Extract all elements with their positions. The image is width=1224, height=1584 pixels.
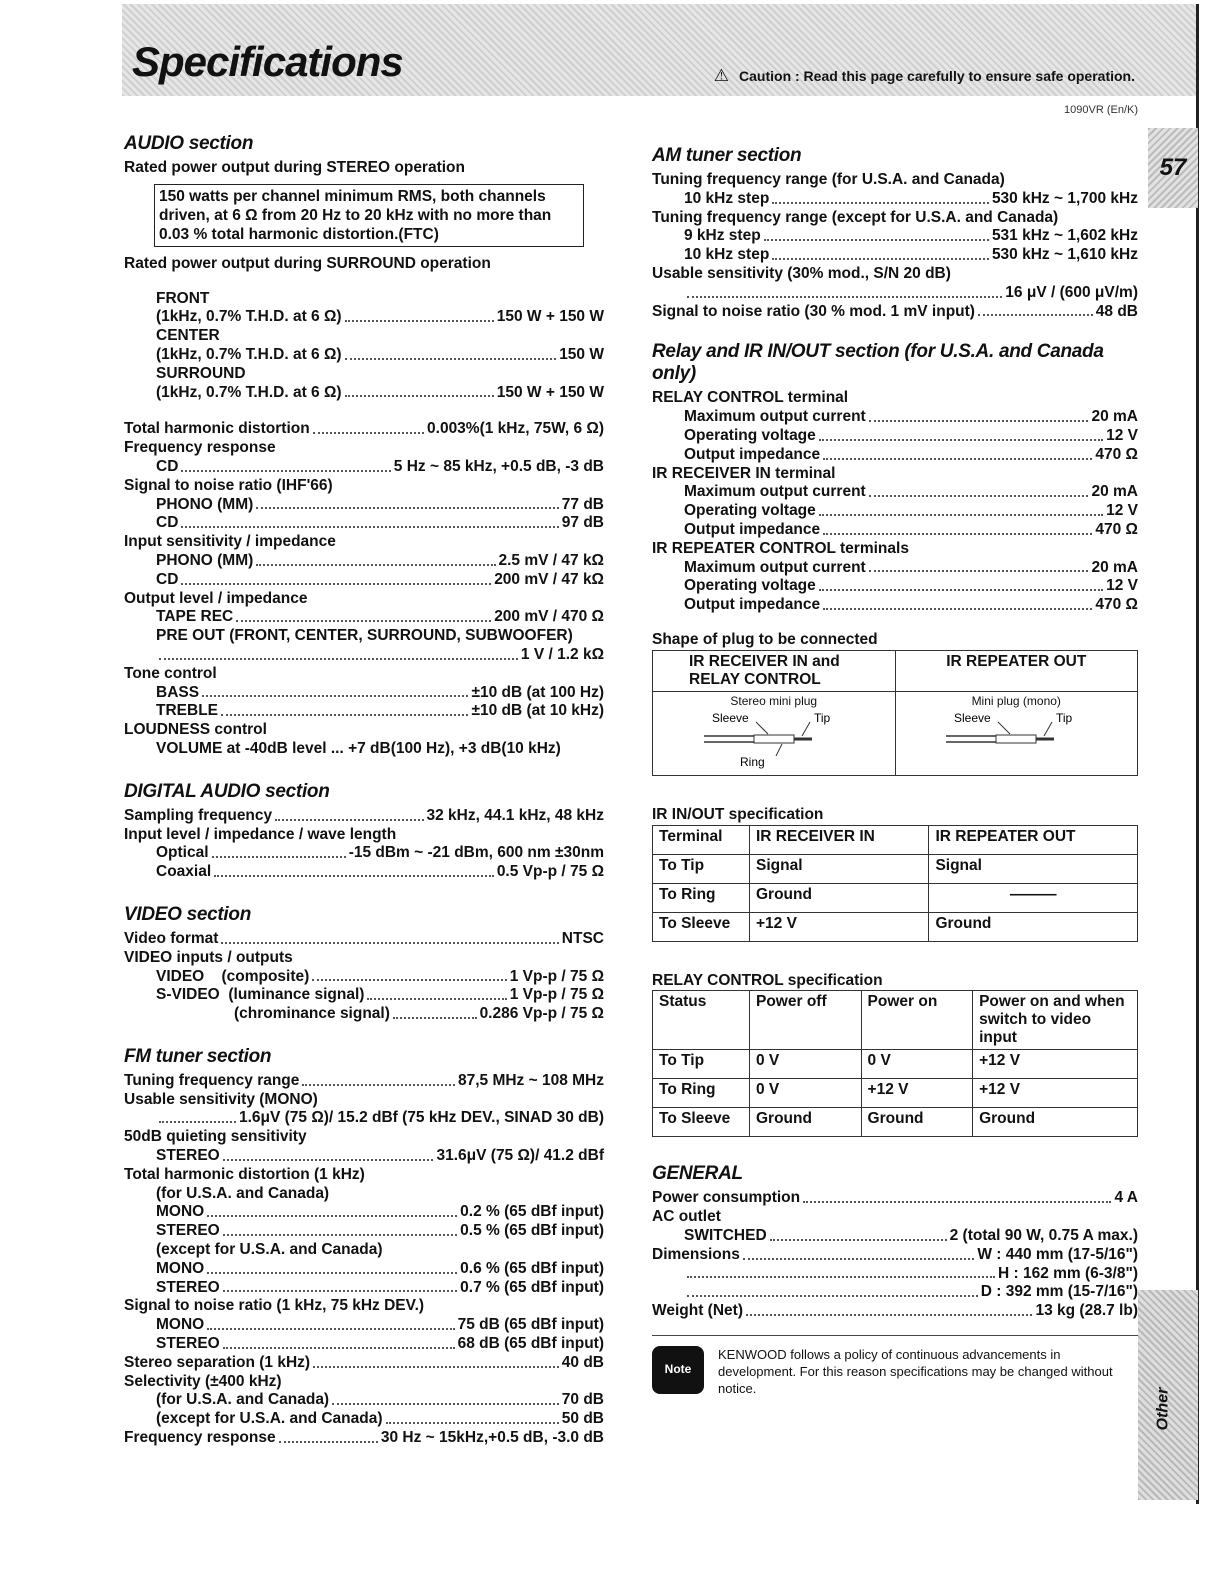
table-cell: 0 V: [750, 1079, 862, 1108]
ir-spec-heading: IR IN/OUT specification: [652, 805, 824, 823]
table-cell: To Tip: [653, 1050, 750, 1079]
am-section-heading: AM tuner section: [652, 145, 802, 166]
table-cell: +12 V: [973, 1050, 1138, 1079]
note-icon: Note: [652, 1346, 704, 1394]
spec-row: 1 V / 1.2 kΩ: [124, 646, 604, 665]
spec-label: Usable sensitivity (MONO): [124, 1090, 318, 1108]
spec-label: IR REPEATER CONTROL terminals: [652, 539, 909, 557]
spec-row: D : 392 mm (15-7/16"): [652, 1283, 1138, 1302]
spec-row: Signal to noise ratio (30 % mod. 1 mV input) 48 dB: [652, 302, 1138, 320]
spec-row: TAPE REC 200 mV / 470 Ω: [156, 608, 604, 626]
table-header-row: [653, 991, 1138, 1050]
note-box: [652, 1335, 1138, 1397]
spec-row: STEREO 31.6μV (75 Ω)/ 41.2 dBf: [156, 1147, 604, 1165]
surround-label: SURROUND: [156, 364, 246, 382]
ir-spec-table: [652, 825, 1138, 942]
spec-label: Total harmonic distortion (1 kHz): [124, 1165, 365, 1183]
audio-section-heading: AUDIO section: [124, 133, 254, 154]
spec-row: Coaxial 0.5 Vp-p / 75 Ω: [156, 863, 604, 881]
table-cell: Ground: [861, 1108, 973, 1137]
page-edge-line: [1196, 4, 1199, 1504]
spec-row: Operating voltage 12 V: [684, 577, 1138, 595]
table-row: [653, 1079, 1138, 1108]
table-cell: To Sleeve: [653, 1108, 750, 1137]
table-cell: Signal: [929, 854, 1138, 883]
spec-label: (for U.S.A. and Canada): [156, 1184, 330, 1202]
plug-col-header: IR RECEIVER IN and RELAY CONTROL: [653, 650, 896, 691]
fm-section-heading: FM tuner section: [124, 1045, 272, 1067]
table-row: [653, 1050, 1138, 1079]
spec-label: Selectivity (±400 kHz): [124, 1372, 282, 1390]
digital-section-heading: DIGITAL AUDIO section: [124, 780, 330, 802]
spec-row: 9 kHz step 531 kHz ~ 1,602 kHz: [684, 227, 1138, 245]
surround-output-label: Rated power output during SURROUND operation: [124, 254, 491, 272]
table-cell: To Sleeve: [653, 912, 750, 941]
spec-row: CD 97 dB: [156, 514, 604, 532]
spec-row: PHONO (MM) 77 dB: [156, 495, 604, 513]
table-header-cell: IR RECEIVER IN: [750, 825, 929, 854]
table-header-cell: Terminal: [653, 825, 750, 854]
spec-row: MONO 0.2 % (65 dBf input): [156, 1203, 604, 1221]
video-section-heading: VIDEO section: [124, 903, 252, 925]
spec-row: 1.6μV (75 Ω)/ 15.2 dBf (75 kHz DEV., SINAD 30 dB): [124, 1109, 604, 1128]
spec-row: Output impedance 470 Ω: [684, 520, 1138, 538]
spec-row: Output impedance 470 Ω: [684, 596, 1138, 614]
spec-row: STEREO 68 dB (65 dBf input): [156, 1335, 604, 1353]
spec-row: H : 162 mm (6-3/8"): [652, 1265, 1138, 1284]
spec-row: 16 μV / (600 μV/m): [652, 284, 1138, 303]
spec-row: Tuning frequency range 87,5 MHz ~ 108 MHz: [124, 1071, 604, 1089]
right-column: [652, 145, 1138, 1397]
table-header-cell: IR REPEATER OUT: [929, 825, 1138, 854]
spec-row: 10 kHz step 530 kHz ~ 1,610 kHz: [684, 246, 1138, 264]
table-header-cell: Power on: [861, 991, 973, 1050]
spec-row: MONO 75 dB (65 dBf input): [156, 1316, 604, 1334]
spec-row: Weight (Net) 13 kg (28.7 lb): [652, 1302, 1138, 1320]
spec-row: Frequency response 30 Hz ~ 15kHz,+0.5 dB, -3.0 dB: [124, 1429, 604, 1447]
spec-label: Signal to noise ratio (1 kHz, 75 kHz DEV.): [124, 1297, 425, 1315]
relay-section-heading: Relay and IR IN/OUT section (for U.S.A. and Canada only): [652, 341, 1104, 385]
spec-row: CD 5 Hz ~ 85 kHz, +0.5 dB, -3 dB: [156, 457, 604, 475]
general-section-heading: GENERAL: [652, 1163, 743, 1185]
spec-row: Power consumption 4 A: [652, 1189, 1138, 1207]
spec-row: TREBLE ±10 dB (at 10 kHz): [156, 702, 604, 720]
spec-row: CD 200 mV / 47 kΩ: [156, 570, 604, 588]
center-label: CENTER: [156, 327, 220, 345]
spec-row: PHONO (MM) 2.5 mV / 47 kΩ: [156, 551, 604, 569]
spec-row: Total harmonic distortion 0.003%(1 kHz, 75W, 6 Ω): [124, 420, 604, 438]
left-column: [124, 133, 604, 1448]
spec-label: VIDEO inputs / outputs: [124, 948, 293, 966]
spec-row: 10 kHz step 530 kHz ~ 1,700 kHz: [684, 189, 1138, 207]
table-header-cell: Status: [653, 991, 750, 1050]
spec-row: Video format NTSC: [124, 929, 604, 947]
spec-row: (for U.S.A. and Canada) 70 dB: [156, 1391, 604, 1409]
spec-label: LOUDNESS control: [124, 721, 267, 739]
table-cell: To Tip: [653, 854, 750, 883]
table-cell: 0 V: [861, 1050, 973, 1079]
sleeve-label: Sleeve: [954, 710, 991, 725]
tip-label: Tip: [1056, 710, 1073, 725]
table-cell: +12 V: [861, 1079, 973, 1108]
spec-label: IR RECEIVER IN terminal: [652, 464, 836, 482]
page-title: Specifications: [132, 38, 403, 85]
spec-label: Tone control: [124, 664, 217, 682]
spec-row: Operating voltage 12 V: [684, 502, 1138, 520]
plug-caption: Mini plug (mono): [971, 693, 1061, 708]
spec-row: STEREO 0.7 % (65 dBf input): [156, 1278, 604, 1296]
spec-label: Tuning frequency range (except for U.S.A. and Canada): [652, 208, 1059, 226]
spec-row: (1kHz, 0.7% T.H.D. at 6 Ω) 150 W + 150 W: [156, 308, 604, 326]
table-header-row: [653, 825, 1138, 854]
table-row: [653, 883, 1138, 912]
header-banner: [122, 4, 1197, 96]
relay-spec-heading: RELAY CONTROL specification: [652, 971, 883, 989]
spec-label: Output level / impedance: [124, 589, 308, 607]
stereo-plug-cell: [653, 691, 896, 775]
spec-row: (1kHz, 0.7% T.H.D. at 6 Ω) 150 W + 150 W: [156, 383, 604, 401]
model-code: 1090VR (En/K): [1064, 104, 1138, 116]
spec-label: Signal to noise ratio (IHF'66): [124, 476, 333, 494]
table-cell: +12 V: [750, 912, 929, 941]
spec-row: Maximum output current 20 mA: [684, 558, 1138, 576]
caution-note: [714, 66, 1135, 86]
plug-heading: Shape of plug to be connected: [652, 630, 878, 648]
table-cell: ———: [929, 883, 1138, 912]
spec-row: STEREO 0.5 % (65 dBf input): [156, 1222, 604, 1240]
table-cell: +12 V: [973, 1079, 1138, 1108]
table-cell: To Ring: [653, 1079, 750, 1108]
spec-label: RELAY CONTROL terminal: [652, 389, 849, 407]
spec-row: S-VIDEO (luminance signal) 1 Vp-p / 75 Ω: [156, 986, 604, 1004]
spec-row: (except for U.S.A. and Canada) 50 dB: [156, 1410, 604, 1428]
front-label: FRONT: [156, 289, 210, 307]
spec-label: Input level / impedance / wave length: [124, 825, 397, 843]
spec-row: (1kHz, 0.7% T.H.D. at 6 Ω) 150 W: [156, 345, 604, 363]
table-row: [653, 1108, 1138, 1137]
spec-row: Sampling frequency 32 kHz, 44.1 kHz, 48 kHz: [124, 806, 604, 824]
page-number-tab: [1148, 128, 1198, 208]
section-side-tab: [1138, 1290, 1198, 1500]
plug-shape-table: [652, 650, 1138, 776]
spec-label: Usable sensitivity (30% mod., S/N 20 dB): [652, 264, 951, 282]
side-tab-label: Other: [1154, 1387, 1172, 1431]
spec-label: 50dB quieting sensitivity: [124, 1128, 307, 1146]
spec-row: SWITCHED 2 (total 90 W, 0.75 A max.): [684, 1226, 1138, 1244]
spec-label: VOLUME at -40dB level ... +7 dB(100 Hz), +3 dB(10 kHz): [156, 739, 561, 757]
spec-row: Operating voltage 12 V: [684, 426, 1138, 444]
relay-spec-table: [652, 990, 1138, 1137]
spec-label: Tuning frequency range (for U.S.A. and Canada): [652, 171, 1005, 188]
sleeve-label: Sleeve: [711, 710, 749, 725]
mono-mini-plug-icon: [906, 708, 1126, 770]
warning-icon: ⚠: [713, 66, 730, 85]
stereo-mini-plug-icon: [664, 708, 884, 770]
spec-label: Input sensitivity / impedance: [124, 533, 336, 551]
plug-caption: Stereo mini plug: [730, 693, 818, 708]
spec-row: VIDEO (composite) 1 Vp-p / 75 Ω: [156, 967, 604, 985]
spec-row: Dimensions W : 440 mm (17-5/16"): [652, 1245, 1138, 1263]
spec-row: Output impedance 470 Ω: [684, 445, 1138, 463]
spec-label: Frequency response: [124, 439, 276, 457]
stereo-output-label: Rated power output during STEREO operation: [124, 159, 465, 176]
spec-row: Stereo separation (1 kHz) 40 dB: [124, 1353, 604, 1371]
table-cell: Ground: [750, 883, 929, 912]
table-cell: Ground: [973, 1108, 1138, 1137]
ring-label: Ring: [739, 754, 765, 769]
page-number: 57: [1159, 154, 1187, 181]
note-text: KENWOOD follows a policy of continuous advancements in development. For this reason specifications may be changed without notice.: [718, 1346, 1113, 1396]
spec-row: Maximum output current 20 mA: [684, 408, 1138, 426]
spec-label: (except for U.S.A. and Canada): [156, 1241, 383, 1259]
stereo-output-box: 150 watts per channel minimum RMS, both channels driven, at 6 Ω from 20 Hz to 20 kHz with no more than 0.03 % total harmonic distortion.(FTC): [154, 184, 584, 247]
table-cell: To Ring: [653, 883, 750, 912]
spec-label: PRE OUT (FRONT, CENTER, SURROUND, SUBWOOFER): [156, 627, 573, 645]
tip-label: Tip: [813, 710, 830, 725]
table-row: [653, 854, 1138, 883]
table-header-cell: Power off: [750, 991, 862, 1050]
spec-row: (chrominance signal) 0.286 Vp-p / 75 Ω: [234, 1005, 604, 1023]
spec-label: AC outlet: [652, 1208, 721, 1226]
plug-col-header: IR REPEATER OUT: [895, 650, 1138, 691]
spec-row: MONO 0.6 % (65 dBf input): [156, 1259, 604, 1277]
table-cell: Ground: [750, 1108, 862, 1137]
table-cell: Signal: [750, 854, 929, 883]
spec-row: Optical -15 dBm ~ -21 dBm, 600 nm ±30nm: [156, 844, 604, 862]
table-header-cell: Power on and when switch to video input: [973, 991, 1138, 1050]
caution-text: Caution : Read this page carefully to ensure safe operation.: [739, 68, 1135, 84]
spec-row: Maximum output current 20 mA: [684, 483, 1138, 501]
table-cell: Ground: [929, 912, 1138, 941]
spec-row: BASS ±10 dB (at 100 Hz): [156, 683, 604, 701]
table-row: [653, 912, 1138, 941]
table-cell: 0 V: [750, 1050, 862, 1079]
mono-plug-cell: [895, 691, 1138, 775]
